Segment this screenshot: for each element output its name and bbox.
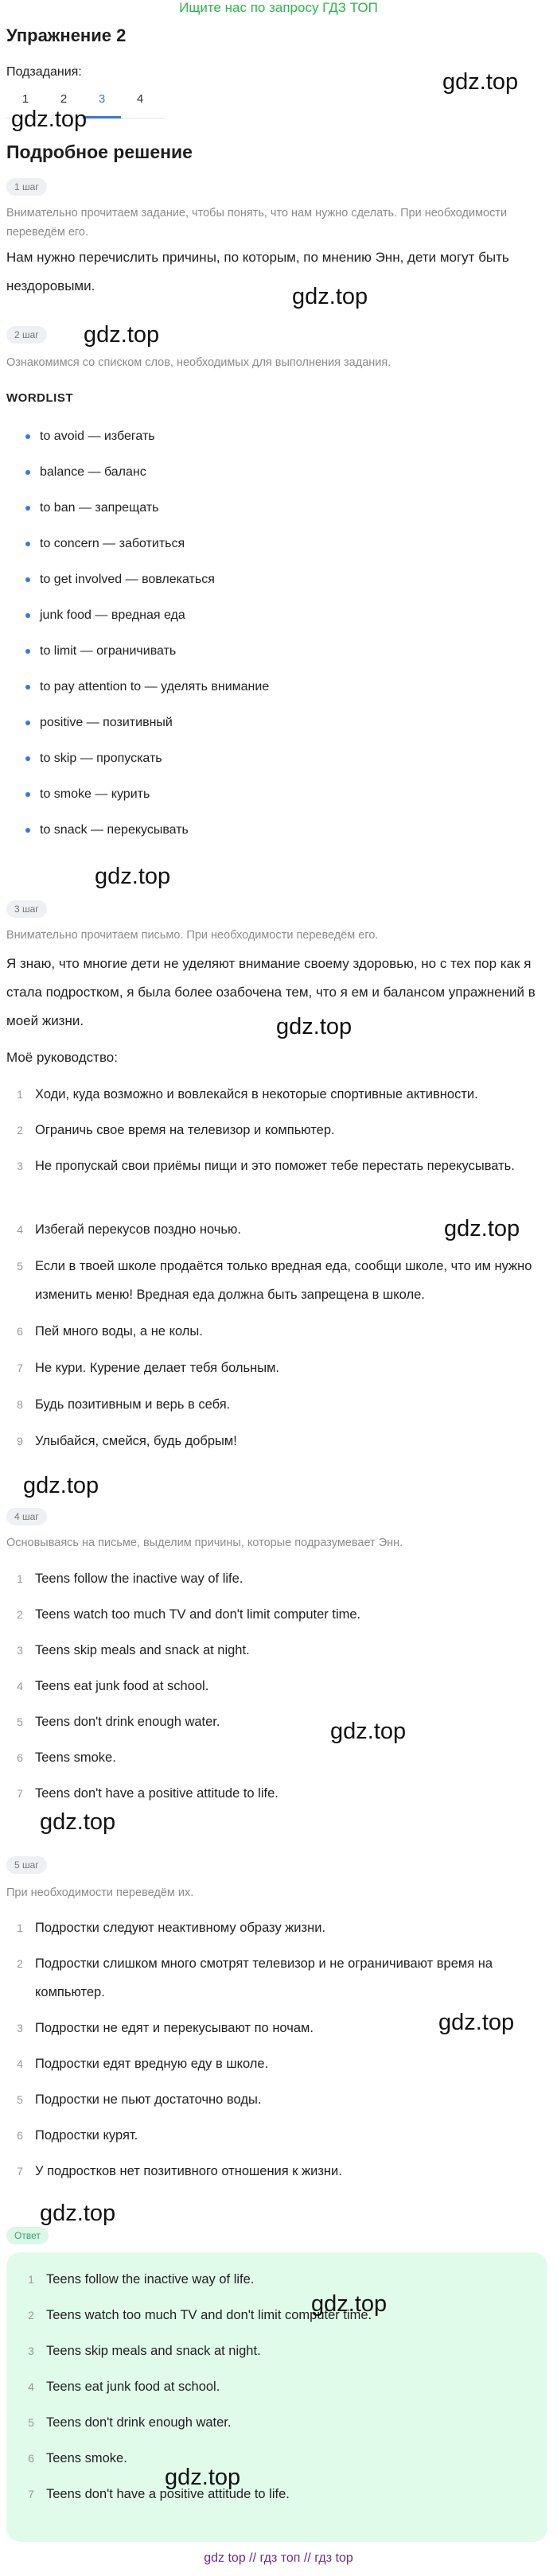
list-item: to limit — ограничивать bbox=[16, 642, 269, 678]
watermark: gdz.top bbox=[276, 1014, 353, 1039]
item-number: 1 bbox=[17, 1572, 23, 1585]
step-5-note: При необходимости переведём их. bbox=[6, 1886, 194, 1899]
tab-subtask-2[interactable]: 2 bbox=[60, 92, 68, 106]
list-item: to avoid — избегать bbox=[16, 427, 269, 463]
answer-box: 1 Teens follow the inactive way of life. 2 Teens watch too much TV and don't limit computer time. 3 Teens skip meals and snack at night. 4 Teens eat junk food at school. 5 Teens don't drink enough water. 6 Teens smoke. 7 Teens don't have a positive attitude to life. bbox=[6, 2252, 547, 2542]
list-item: to smoke — курить bbox=[16, 785, 269, 821]
step-1-text: Нам нужно перечислить причины, по которым, по мнению Энн, дети могут быть нездоровыми. bbox=[6, 250, 509, 293]
item-number: 1 bbox=[17, 1921, 23, 1934]
watermark: gdz.top bbox=[438, 2010, 515, 2035]
step-1-note: Внимательно прочитаем задание, чтобы понять, что нам нужно сделать. При необходимости переведём его. bbox=[6, 207, 508, 239]
watermark: gdz.top bbox=[442, 69, 519, 95]
item-number: 3 bbox=[17, 2022, 23, 2034]
footer-link[interactable]: гдз топ bbox=[259, 2551, 301, 2565]
step-3-intro: Я знаю, что многие дети не уделяют внимание своему здоровью, но с тех пор как я стала подростком, я была более озабочена тем, что я ем и балансом упражнений в моей жизни. bbox=[6, 956, 536, 1028]
list-item: to concern — заботиться bbox=[16, 534, 269, 570]
watermark: gdz.top bbox=[95, 864, 171, 889]
item-number: 4 bbox=[17, 1680, 23, 1692]
item-number: 2 bbox=[17, 1124, 23, 1136]
item-number: 6 bbox=[28, 2452, 34, 2465]
item-number: 5 bbox=[17, 2093, 23, 2106]
step-3-badge: 3 шаг bbox=[6, 900, 47, 918]
item-number: 2 bbox=[17, 1608, 23, 1621]
detailed-solution-heading: Подробное решение bbox=[6, 142, 193, 162]
list-item: positive — позитивный bbox=[16, 713, 269, 749]
watermark: gdz.top bbox=[444, 1216, 520, 1241]
list-item: junk food — вредная еда bbox=[16, 606, 269, 642]
footer-separator: // bbox=[249, 2551, 257, 2565]
step-4-badge: 4 шаг bbox=[6, 1508, 47, 1525]
item-number: 4 bbox=[17, 2057, 23, 2070]
footer-link[interactable]: gdz top bbox=[204, 2551, 246, 2565]
item-number: 6 bbox=[17, 2129, 23, 2142]
item-number: 5 bbox=[28, 2416, 34, 2429]
item-number: 6 bbox=[17, 1751, 23, 1764]
item-number: 1 bbox=[28, 2273, 34, 2286]
footer-link[interactable]: гдз top bbox=[314, 2551, 353, 2565]
search-banner[interactable]: Ищите нас по запросу ГДЗ ТОП bbox=[179, 0, 378, 15]
item-number: 5 bbox=[17, 1715, 23, 1728]
watermark: gdz.top bbox=[165, 2465, 241, 2490]
item-number: 4 bbox=[17, 1223, 23, 1236]
step-3-note: Внимательно прочитаем письмо. При необходимости переведём его. bbox=[6, 929, 379, 942]
list-item: to pay attention to — уделять внимание bbox=[16, 678, 269, 713]
list-item: to snack — перекусывать bbox=[16, 821, 269, 857]
footer-separator: // bbox=[303, 2551, 311, 2565]
watermark: gdz.top bbox=[11, 107, 88, 132]
watermark: gdz.top bbox=[292, 284, 368, 309]
item-number: 4 bbox=[28, 2380, 34, 2393]
watermark: gdz.top bbox=[23, 1473, 99, 1498]
list-item: to ban — запрещать bbox=[16, 499, 269, 534]
item-number: 5 bbox=[17, 1260, 23, 1272]
item-number: 3 bbox=[17, 1160, 23, 1172]
item-number: 7 bbox=[17, 1787, 23, 1800]
list-item: balance — баланс bbox=[16, 463, 269, 499]
item-number: 7 bbox=[17, 1362, 23, 1374]
list-item: to skip — пропускать bbox=[16, 749, 269, 785]
tab-subtask-3[interactable]: 3 bbox=[98, 92, 106, 106]
item-number: 8 bbox=[17, 1398, 23, 1411]
step-1-badge: 1 шаг bbox=[6, 178, 47, 196]
watermark: gdz.top bbox=[330, 1719, 407, 1744]
list-item: to get involved — вовлекаться bbox=[16, 570, 269, 606]
item-number: 3 bbox=[17, 1644, 23, 1657]
item-number: 7 bbox=[28, 2488, 34, 2500]
item-number: 9 bbox=[17, 1435, 23, 1447]
wordlist bbox=[16, 427, 269, 857]
answer-badge: Ответ bbox=[6, 2227, 49, 2244]
item-number: 3 bbox=[28, 2345, 34, 2357]
watermark: gdz.top bbox=[311, 2291, 388, 2317]
item-number: 7 bbox=[17, 2165, 23, 2178]
item-number: 1 bbox=[17, 1088, 23, 1101]
step-2-note: Ознакомимся со списком слов, необходимых для выполнения задания. bbox=[6, 356, 391, 369]
item-number: 2 bbox=[17, 1957, 23, 1970]
tab-subtask-4[interactable]: 4 bbox=[136, 92, 144, 106]
step-5-badge: 5 шаг bbox=[6, 1856, 47, 1874]
page-title: Упражнение 2 bbox=[6, 25, 127, 45]
active-tab-indicator bbox=[83, 116, 121, 119]
subtasks-label: Подзадания: bbox=[6, 65, 82, 79]
watermark: gdz.top bbox=[40, 1809, 116, 1835]
footer-links bbox=[0, 2551, 557, 2566]
step-4-note: Основываясь на письме, выделим причины, которые подразумевает Энн. bbox=[6, 1537, 403, 1549]
watermark: gdz.top bbox=[40, 2201, 116, 2226]
guide-label: Моё руководство: bbox=[6, 1050, 118, 1065]
item-number: 6 bbox=[17, 1325, 23, 1338]
item-number: 2 bbox=[28, 2309, 34, 2322]
wordlist-title: WORDLIST bbox=[6, 391, 73, 405]
step-2-badge: 2 шаг bbox=[6, 326, 47, 344]
watermark: gdz.top bbox=[84, 322, 160, 348]
tab-subtask-1[interactable]: 1 bbox=[21, 92, 29, 106]
